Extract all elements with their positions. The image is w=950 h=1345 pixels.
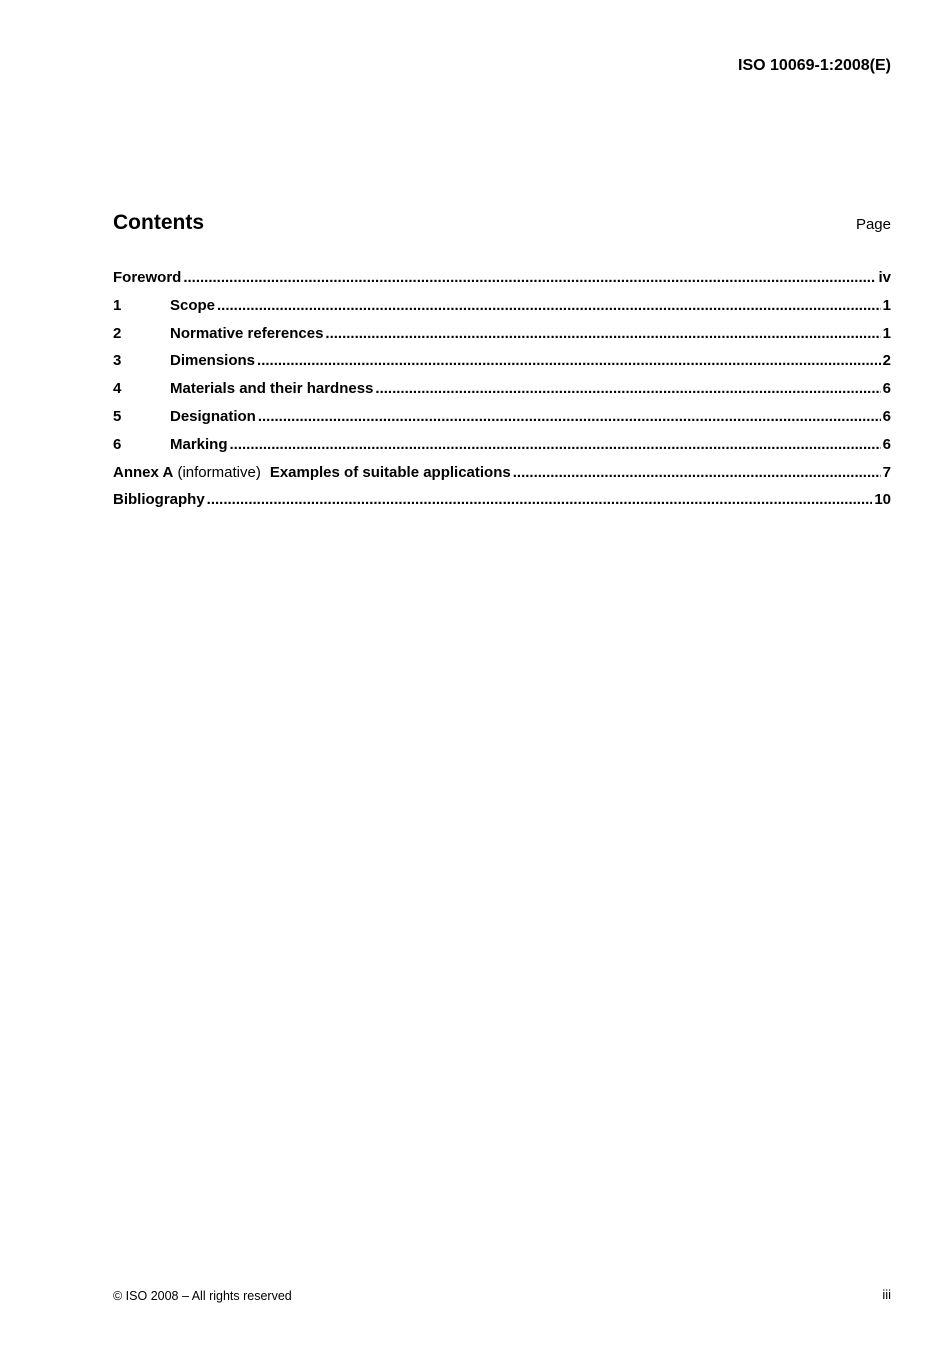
toc-entry-number: 3 (113, 352, 122, 370)
toc-entry-page: 6 (882, 407, 891, 425)
contents-heading: Contents (113, 211, 204, 234)
toc-entry-title: Marking (170, 435, 228, 453)
toc-entry-page: 2 (882, 352, 891, 370)
toc-dot-leader (257, 351, 881, 371)
toc-entry-annex-a[interactable] (113, 463, 891, 491)
toc-dot-leader (183, 268, 876, 288)
toc-entry-page: 1 (882, 296, 891, 314)
toc-entry-page: 7 (882, 463, 891, 481)
page-column-label: Page (855, 216, 891, 233)
toc-dot-leader (513, 463, 881, 483)
toc-entry-number: 6 (113, 435, 122, 453)
toc-entry-number: 5 (113, 407, 122, 425)
toc-dot-leader (258, 407, 881, 427)
toc-entry-number: 4 (113, 380, 122, 398)
toc-entry-page: 1 (882, 324, 891, 342)
toc-entry-page: 6 (882, 435, 891, 453)
toc-entry-foreword[interactable] (113, 268, 891, 296)
toc-entry-title: Bibliography (113, 491, 205, 509)
toc-dot-leader (230, 435, 881, 455)
toc-entry-marking[interactable] (113, 435, 891, 463)
document-id: ISO 10069-1:2008(E) (738, 57, 891, 74)
toc-entry-designation[interactable] (113, 407, 891, 435)
toc-entry-title: Normative references (170, 324, 324, 342)
toc-entry-page: 10 (874, 491, 891, 509)
toc-entry-title: Foreword (113, 269, 182, 286)
toc-entry-scope[interactable] (113, 296, 891, 324)
toc-entry-page: iv (878, 269, 891, 286)
toc-entry-dimensions[interactable] (113, 351, 891, 379)
toc-entry-title: Designation (170, 407, 256, 425)
toc-entry-number: 2 (113, 324, 122, 342)
toc-entry-number: 1 (113, 296, 122, 314)
toc-entry-title: Materials and their hardness (170, 380, 374, 398)
toc-dot-leader (217, 296, 881, 316)
toc-annex-type: (informative) (177, 463, 261, 481)
table-of-contents (113, 268, 891, 518)
page-number: iii (882, 1287, 891, 1302)
toc-entry-bibliography[interactable] (113, 490, 891, 518)
toc-entry-materials[interactable] (113, 379, 891, 407)
toc-entry-title: Examples of suitable applications (269, 463, 511, 481)
toc-entry-title: Scope (170, 296, 216, 314)
toc-entry-page: 6 (882, 380, 891, 398)
toc-annex-label: Annex A (113, 463, 174, 481)
toc-dot-leader (375, 379, 880, 399)
toc-dot-leader (325, 324, 880, 344)
copyright-notice: © ISO 2008 – All rights reserved (113, 1289, 292, 1303)
toc-entry-title: Dimensions (170, 352, 256, 370)
toc-entry-normative-references[interactable] (113, 324, 891, 352)
toc-dot-leader (207, 490, 873, 510)
